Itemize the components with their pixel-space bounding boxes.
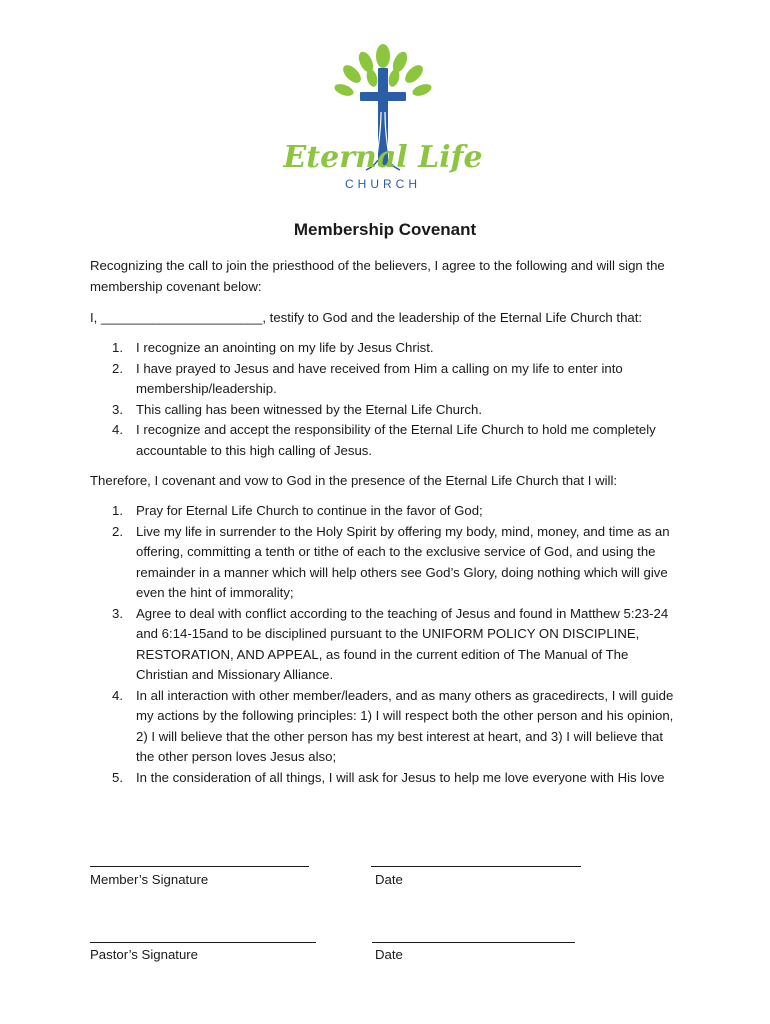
list-item: 4. In all interaction with other member/leaders, and as many others as gracedirects, I will guide my actions by the following principles: 1) I will respect both the other person and his opinion, 2) I will believe that the other person has my best interest at heart, and 3) I will believe that the other person loves Jesus also; xyxy=(112,687,674,764)
document-title: Membership Covenant xyxy=(293,220,477,239)
member-date-label: Date xyxy=(375,872,403,887)
logo-church-word: CHURCH xyxy=(345,177,421,191)
tree-cross-icon xyxy=(283,42,483,202)
testify-statement: I, ______________________, testify to God and the leadership of the Eternal Life Church that: xyxy=(90,310,643,325)
list-item: 2. Live my life in surrender to the Holy Spirit by offering my body, mind, money, and time as an offering, committing a tenth or tithe of each to the exclusive service of God, and using the remainder in a manner which will help others see God’s Glory, doing nothing which will give even the hint of immorality; xyxy=(112,523,670,600)
pastor-date-line[interactable] xyxy=(372,942,575,943)
covenant-list xyxy=(90,501,680,788)
logo-name: Eternal Life xyxy=(283,140,483,175)
list-item: 5. In the consideration of all things, I will ask for Jesus to help me love everyone with His love xyxy=(112,769,665,785)
covenant-statement: Therefore, I covenant and vow to God in the presence of the Eternal Life Church that I will: xyxy=(90,473,618,488)
member-signature-label: Member’s Signature xyxy=(90,872,209,887)
pastor-signature-line[interactable] xyxy=(90,942,316,943)
member-date-line[interactable] xyxy=(371,866,581,867)
list-item: 1. Pray for Eternal Life Church to continue in the favor of God; xyxy=(112,503,483,518)
list-item: 2. I have prayed to Jesus and have received from Him a calling on my life to enter into membership/leadership. xyxy=(112,360,623,396)
pastor-date-label: Date xyxy=(375,947,403,962)
list-item: 4. I recognize and accept the responsibility of the Eternal Life Church to hold me completely accountable to this high calling of Jesus. xyxy=(112,422,656,458)
member-signature-line[interactable] xyxy=(90,866,309,867)
list-item: 3. Agree to deal with conflict according to the teaching of Jesus and found in Matthew 5:23-24 and 6:14-15and to be disciplined pursuant to the UNIFORM POLICY ON DISCIPLINE, RESTORATION, AND APPEAL, as found in the current edition of The Manual of The Christian and Missionary Alliance. xyxy=(112,605,669,682)
list-item: 1. I recognize an anointing on my life by Jesus Christ. xyxy=(112,340,434,355)
pastor-signature-label: Pastor’s Signature xyxy=(90,947,199,962)
list-item: 3. This calling has been witnessed by the Eternal Life Church. xyxy=(112,401,482,417)
anointing-list xyxy=(90,338,680,461)
intro-paragraph: Recognizing the call to join the priesthood of the believers, I agree to the following and will sign the membership covenant below: xyxy=(90,258,665,294)
church-logo xyxy=(283,42,483,202)
